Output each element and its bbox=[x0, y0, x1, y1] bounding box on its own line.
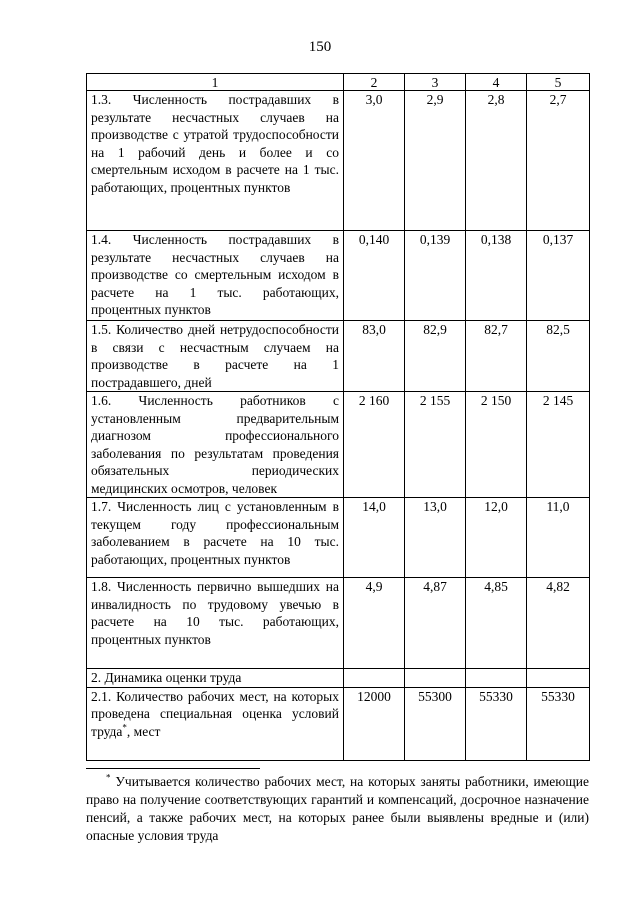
value-cell: 2,7 bbox=[527, 91, 590, 231]
footnote-marker: * bbox=[106, 772, 111, 783]
value-cell: 55330 bbox=[466, 687, 527, 760]
indicator-text: 1.7. Численность лиц с установленным в текущем году профессиональным заболеванием в расчете на 10 тыс. работающих, процентных пунктов bbox=[91, 499, 339, 567]
value-cell: 0,137 bbox=[527, 231, 590, 321]
value-cell: 3,0 bbox=[344, 91, 405, 231]
column-header: 4 bbox=[466, 74, 527, 91]
indicator-cell bbox=[87, 91, 344, 231]
indicator-cell bbox=[87, 231, 344, 321]
footnote bbox=[86, 773, 589, 845]
column-header: 3 bbox=[405, 74, 466, 91]
value-cell: 12000 bbox=[344, 687, 405, 760]
value-cell: 4,87 bbox=[405, 578, 466, 669]
value-cell: 2,8 bbox=[466, 91, 527, 231]
value-cell: 0,139 bbox=[405, 231, 466, 321]
footnote-marker: * bbox=[122, 722, 127, 732]
section-title: 2. Динамика оценки труда bbox=[87, 669, 344, 688]
value-cell: 4,85 bbox=[466, 578, 527, 669]
indicators-table bbox=[86, 73, 590, 761]
indicator-cell bbox=[87, 578, 344, 669]
footnote-text: Учитывается количество рабочих мест, на которых заняты работники, имеющие право на получение соответствующих гарантий и компенсаций, досрочное назначение пенсий, а также рабочих мест, на которых ранее были выявлены вредные и (или) опасные условия труда bbox=[86, 774, 589, 843]
value-cell: 55330 bbox=[527, 687, 590, 760]
page-number: 150 bbox=[308, 39, 332, 55]
section-row bbox=[87, 669, 590, 688]
indicator-text: 1.3. Численность пострадавших в результате несчастных случаев на производстве с утратой трудоспособности на 1 рабочий день и более и со смертельным исходом в расчете на 1 тыс. работающих, процентных пунктов bbox=[91, 92, 339, 195]
indicator-unit: , мест bbox=[126, 723, 161, 739]
indicator-text: 1.4. Численность пострадавших в результате несчастных случаев на производстве со смертельным исходом в расчете на 1 тыс. работающих, процентных пунктов bbox=[91, 232, 339, 317]
value-cell: 2 150 bbox=[466, 392, 527, 498]
value-cell: 4,82 bbox=[527, 578, 590, 669]
value-cell: 4,9 bbox=[344, 578, 405, 669]
value-cell: 2 145 bbox=[527, 392, 590, 498]
column-header: 5 bbox=[527, 74, 590, 91]
footnote-divider bbox=[86, 768, 260, 769]
table-row bbox=[87, 392, 590, 498]
indicator-cell bbox=[87, 392, 344, 498]
value-cell: 2 160 bbox=[344, 392, 405, 498]
value-cell: 83,0 bbox=[344, 321, 405, 392]
empty-cell bbox=[405, 669, 466, 688]
value-cell: 0,138 bbox=[466, 231, 527, 321]
value-cell: 13,0 bbox=[405, 498, 466, 578]
indicator-text: 2.1. Количество рабочих мест, на которых проведена специальная оценка условий труда bbox=[91, 688, 339, 739]
indicator-cell bbox=[87, 321, 344, 392]
indicator-text: 1.8. Численность первично вышедших на инвалидность по трудовому увечью в расчете на 10 тыс. работающих, процентных пунктов bbox=[91, 579, 339, 647]
column-header: 2 bbox=[344, 74, 405, 91]
value-cell: 82,9 bbox=[405, 321, 466, 392]
table-row bbox=[87, 321, 590, 392]
value-cell: 2 155 bbox=[405, 392, 466, 498]
table-row bbox=[87, 231, 590, 321]
value-cell: 14,0 bbox=[344, 498, 405, 578]
table-row bbox=[87, 578, 590, 669]
empty-cell bbox=[527, 669, 590, 688]
value-cell: 11,0 bbox=[527, 498, 590, 578]
value-cell: 0,140 bbox=[344, 231, 405, 321]
value-cell: 2,9 bbox=[405, 91, 466, 231]
column-header: 1 bbox=[87, 74, 344, 91]
value-cell: 82,5 bbox=[527, 321, 590, 392]
empty-cell bbox=[466, 669, 527, 688]
indicator-text: 1.5. Количество дней нетрудоспособности в связи с несчастным случаем на производстве в расчете на 1 пострадавшего, дней bbox=[91, 322, 339, 390]
value-cell: 55300 bbox=[405, 687, 466, 760]
indicator-cell bbox=[87, 498, 344, 578]
table-header-row bbox=[87, 74, 590, 91]
value-cell: 82,7 bbox=[466, 321, 527, 392]
table-row bbox=[87, 91, 590, 231]
indicator-text: 1.6. Численность работников с установленным предварительным диагнозом профессионального заболевания по результатам проведения обязательных периодических медицинских осмотров, человек bbox=[91, 393, 339, 496]
table-row bbox=[87, 687, 590, 760]
table-row bbox=[87, 498, 590, 578]
empty-cell bbox=[344, 669, 405, 688]
indicator-cell bbox=[87, 687, 344, 760]
value-cell: 12,0 bbox=[466, 498, 527, 578]
